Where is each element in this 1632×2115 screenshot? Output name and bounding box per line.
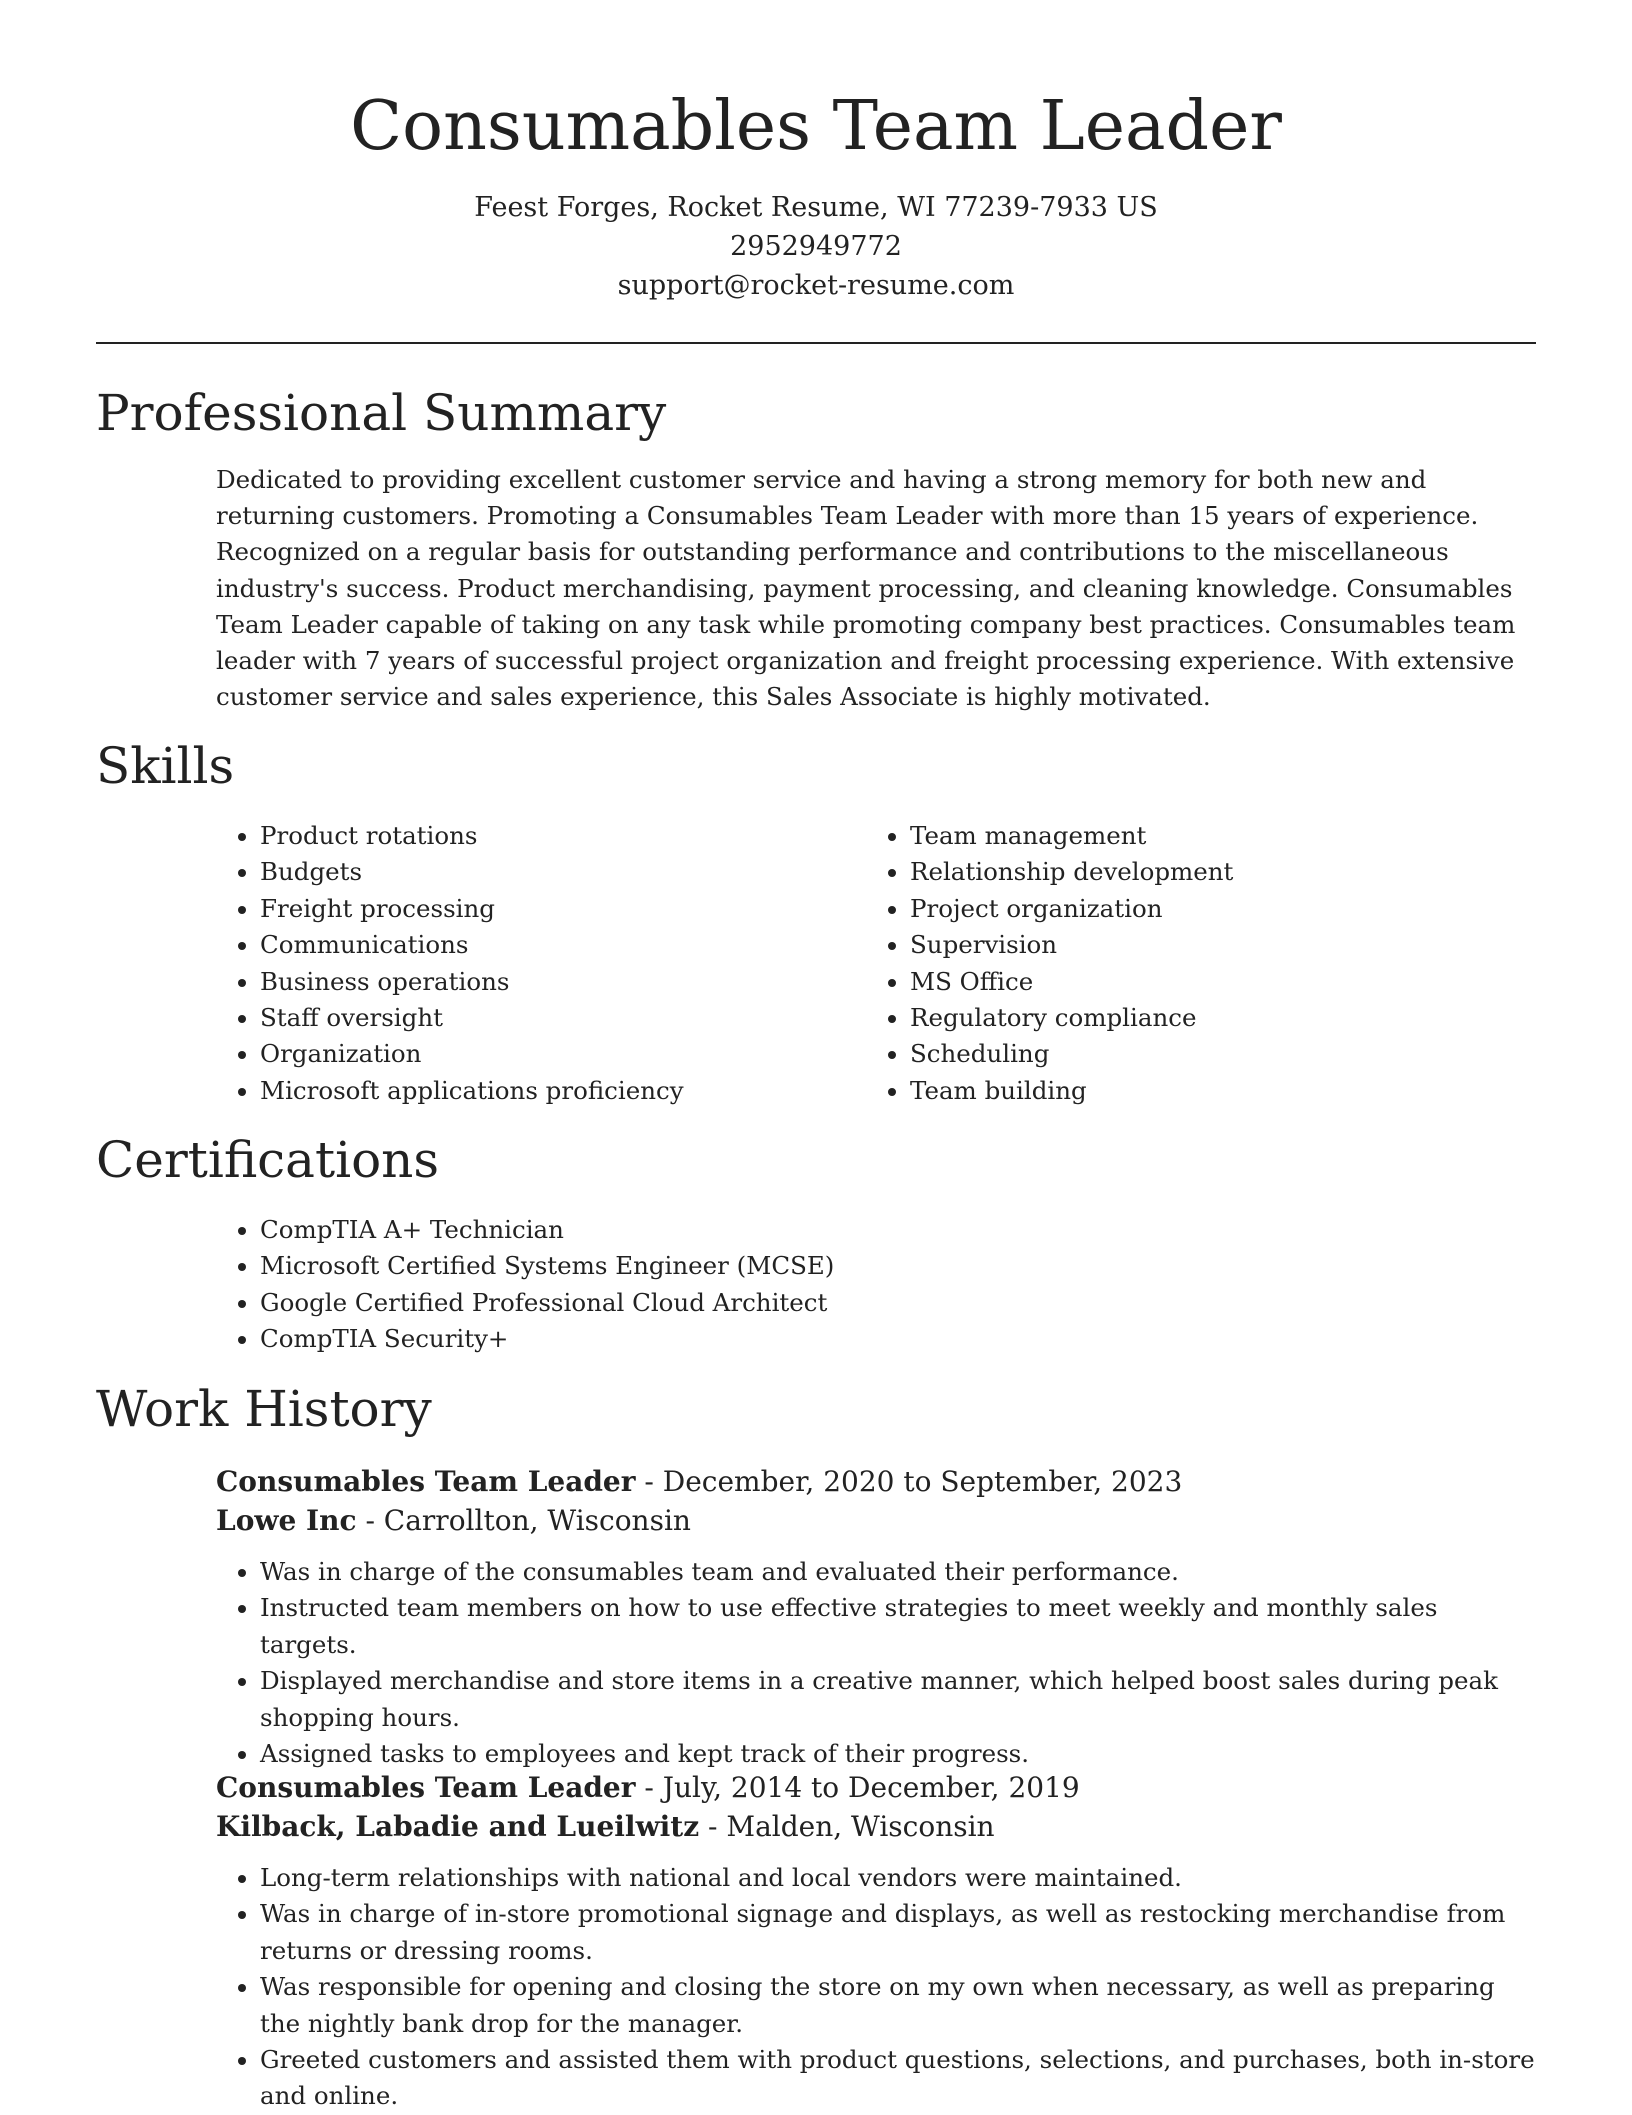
summary-heading: Professional Summary	[96, 384, 667, 442]
job-title-line	[216, 1768, 1536, 1807]
certification-item: • CompTIA A+ Technician	[260, 1212, 1536, 1248]
certification-item: • CompTIA Security+	[260, 1321, 1536, 1357]
candidate-title: Consumables Team Leader	[350, 87, 1282, 166]
job-bullet: • Was responsible for opening and closing the store on my own when necessary, as well as preparing the nightly bank drop for the manager.	[260, 1969, 1536, 2042]
job-location: - Malden, Wisconsin	[699, 1810, 995, 1843]
job-company: Lowe Inc	[216, 1504, 357, 1537]
job-title-line	[216, 1462, 1536, 1501]
work-history-heading: Work History	[96, 1380, 432, 1438]
skill-item: • Staff oversight	[260, 1000, 836, 1036]
job-role: Consumables Team Leader	[216, 1465, 636, 1498]
contact-address: Feest Forges, Rocket Resume, WI 77239-7933 US	[474, 192, 1158, 223]
skill-item: • Budgets	[260, 854, 836, 890]
certifications-heading: Certifications	[96, 1131, 440, 1189]
skill-item: • Team building	[910, 1073, 1506, 1109]
job-location: - Carrollton, Wisconsin	[356, 1504, 691, 1537]
job-bullet: • Was in charge of the consumables team and evaluated their performance.	[260, 1554, 1536, 1590]
skills-list-right	[866, 818, 1506, 1109]
certification-item: • Microsoft Certified Systems Engineer (MCSE)	[260, 1248, 1536, 1284]
contact-email: support@rocket-resume.com	[617, 270, 1015, 301]
skill-item: • MS Office	[910, 964, 1506, 1000]
job-role: Consumables Team Leader	[216, 1771, 636, 1804]
skill-item: • Supervision	[910, 927, 1506, 963]
skills-column-left	[216, 818, 836, 1109]
skill-item: • Communications	[260, 927, 836, 963]
skill-item: • Team management	[910, 818, 1506, 854]
skills-column-right	[866, 818, 1506, 1109]
skills-heading: Skills	[96, 737, 235, 795]
skill-item: • Business operations	[260, 964, 836, 1000]
job-company-line	[216, 1501, 1536, 1540]
job-dates: - July, 2014 to December, 2019	[635, 1771, 1080, 1804]
job-bullet: • Was in charge of in-store promotional signage and displays, as well as restocking merchandise from returns or dressing rooms.	[260, 1896, 1536, 1969]
skill-item: • Relationship development	[910, 854, 1506, 890]
job-bullet: • Greeted customers and assisted them with product questions, selections, and purchases, both in-store and online.	[260, 2042, 1536, 2115]
job-bullet: • Assigned tasks to employees and kept track of their progress.	[260, 1736, 1536, 1772]
skill-item: • Organization	[260, 1036, 836, 1072]
skills-list-left	[216, 818, 836, 1109]
job-bullet: • Instructed team members on how to use effective strategies to meet weekly and monthly sales targets.	[260, 1590, 1536, 1663]
summary-text: Dedicated to providing excellent customer service and having a strong memory for both new and returning customers. Promoting a Consumables Team Leader with more than 15 years of experience. Recognized on a regular basis for outstanding performance and contributions to the miscellaneous industry's success. Product merchandising, payment processing, and cleaning knowledge. Consumables Team Leader capable of taking on any task while promoting company best practices. Consumables team leader with 7 years of successful project organization and freight processing experience. With extensive customer service and sales experience, this Sales Associate is highly motivated.	[216, 465, 1516, 712]
certifications-list	[216, 1212, 1536, 1358]
job-bullet: • Displayed merchandise and store items in a creative manner, which helped boost sales during peak shopping hours.	[260, 1663, 1536, 1736]
contact-info	[0, 188, 1632, 305]
job-dates: - December, 2020 to September, 2023	[635, 1465, 1183, 1498]
contact-phone: 2952949772	[730, 231, 902, 262]
skill-item: • Freight processing	[260, 891, 836, 927]
job-bullets	[216, 1860, 1536, 2115]
job-entry	[216, 1462, 1536, 1772]
job-bullets	[216, 1554, 1536, 1772]
certifications-block	[216, 1212, 1536, 1358]
job-company-line	[216, 1807, 1536, 1846]
certification-item: • Google Certified Professional Cloud Architect	[260, 1285, 1536, 1321]
job-entry	[216, 1768, 1536, 2115]
skill-item: • Scheduling	[910, 1036, 1506, 1072]
resume-header	[0, 0, 1632, 305]
skill-item: • Project organization	[910, 891, 1506, 927]
header-divider	[96, 342, 1536, 344]
skill-item: • Regulatory compliance	[910, 1000, 1506, 1036]
job-company: Kilback, Labadie and Lueilwitz	[216, 1810, 700, 1843]
skill-item: • Product rotations	[260, 818, 836, 854]
job-bullet: • Long-term relationships with national and local vendors were maintained.	[260, 1860, 1536, 1896]
skill-item: • Microsoft applications proficiency	[260, 1073, 836, 1109]
